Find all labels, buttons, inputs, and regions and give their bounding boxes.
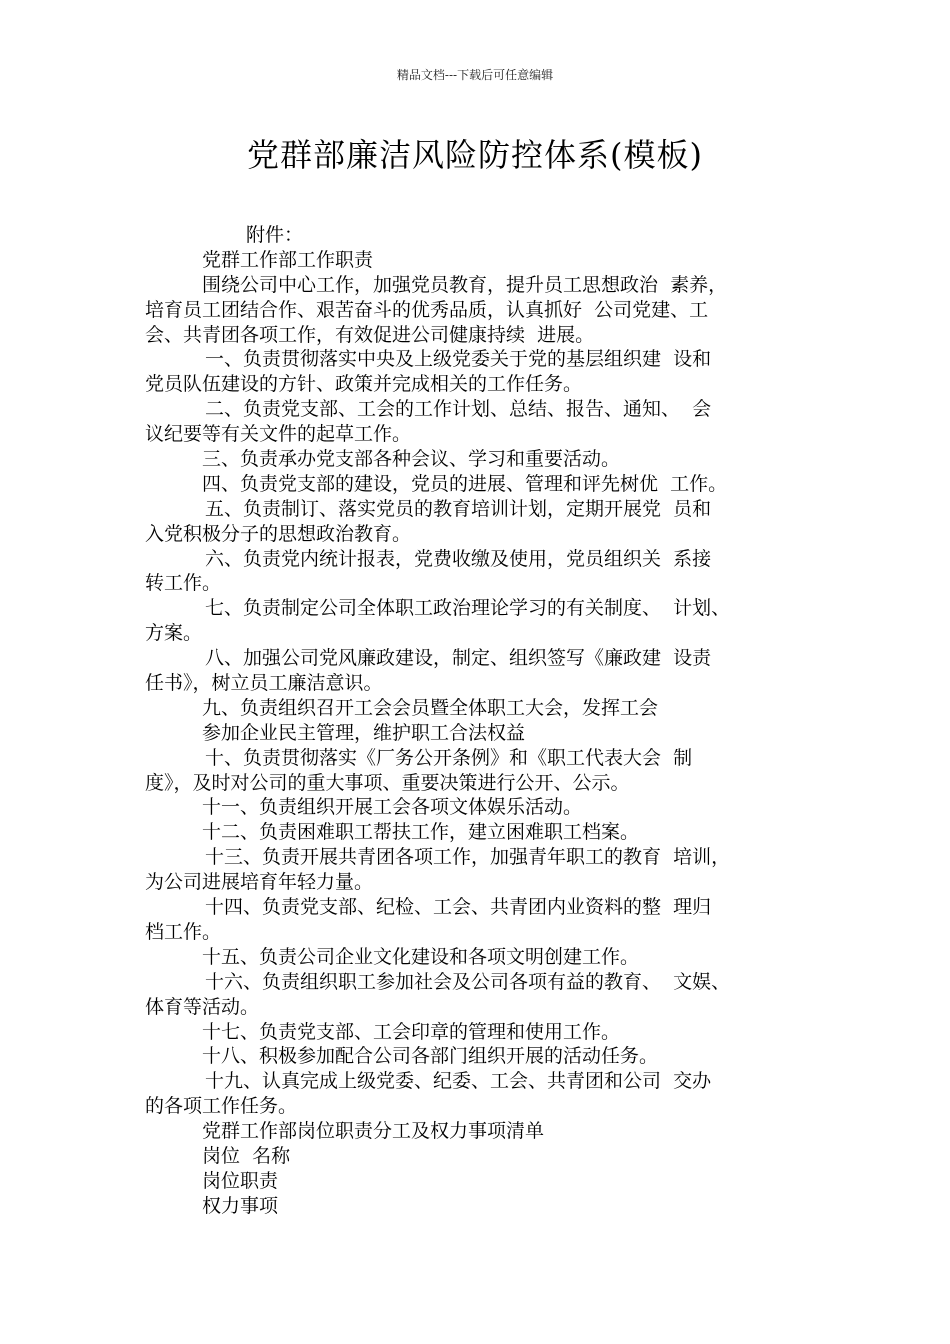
text-line: 十七、负责党支部、工会印章的管理和使用工作。 bbox=[202, 1020, 621, 1043]
text-line: 权力事项 bbox=[202, 1194, 279, 1217]
text-line: 党员队伍建设的方针、政策并完成相关的工作任务。 bbox=[145, 373, 583, 396]
text-line: 议纪要等有关文件的起草工作。 bbox=[145, 423, 412, 446]
text-line: 一、负责贯彻落实中央及上级党委关于党的基层组织建 设和 bbox=[205, 348, 712, 371]
text-line: 岗位职责 bbox=[202, 1169, 279, 1192]
text-line: 会、共青团各项工作，有效促进公司健康持续 进展。 bbox=[145, 323, 595, 346]
text-line: 十八、积极参加配合公司各部门组织开展的活动任务。 bbox=[202, 1045, 659, 1068]
text-line: 党群工作部岗位职责分工及权力事项清单 bbox=[202, 1120, 545, 1143]
text-line: 附件： bbox=[246, 224, 304, 246]
text-line: 十、负责贯彻落实《厂务公开条例》和《职工代表大会 制 bbox=[205, 746, 693, 769]
text-line: 八、加强公司党风廉政建设，制定、组织签写《廉政建 设责 bbox=[205, 647, 712, 670]
text-line: 十一、负责组织开展工会各项文体娱乐活动。 bbox=[202, 796, 583, 819]
text-line: 度》，及时对公司的重大事项、重要决策进行公开、公示。 bbox=[145, 771, 630, 794]
text-line: 十九、认真完成上级党委、纪委、工会、共青团和公司 交办 bbox=[205, 1070, 712, 1093]
text-line: 四、负责党支部的建设，党员的进展、管理和评先树优 工作。 bbox=[202, 472, 728, 495]
text-line: 六、负责党内统计报表，党费收缴及使用，党员组织关 系接 bbox=[205, 547, 712, 570]
text-line: 岗位 名称 bbox=[202, 1144, 291, 1167]
text-line: 培育员工团结合作、艰苦奋斗的优秀品质，认真抓好 公司党建、工 bbox=[145, 298, 709, 321]
text-line: 十二、负责困难职工帮扶工作，建立困难职工档案。 bbox=[202, 821, 640, 844]
text-line: 党群工作部工作职责 bbox=[202, 248, 374, 271]
text-line: 七、负责制定公司全体职工政治理论学习的有关制度、 计划、 bbox=[205, 597, 731, 620]
text-line: 九、负责组织召开工会会员暨全体职工大会，发挥工会 bbox=[202, 696, 659, 719]
header-note: 精品文档---下载后可任意编辑 bbox=[396, 68, 554, 82]
document-title: 党群部廉洁风险防控体系(模板) bbox=[247, 136, 703, 174]
text-line: 二、负责党支部、工会的工作计划、总结、报告、通知、 会 bbox=[205, 398, 712, 421]
text-line: 转工作。 bbox=[145, 572, 222, 595]
text-line: 方案。 bbox=[145, 622, 203, 645]
text-line: 任书》，树立员工廉洁意识。 bbox=[145, 672, 383, 695]
text-line: 参加企业民主管理，维护职工合法权益 bbox=[202, 721, 526, 744]
text-line: 十四、负责党支部、纪检、工会、共青团内业资料的整 理归 bbox=[205, 896, 712, 919]
text-line: 体育等活动。 bbox=[145, 995, 260, 1018]
text-line: 十三、负责开展共青团各项工作，加强青年职工的教育 培训， bbox=[205, 846, 731, 869]
text-line: 五、负责制订、落实党员的教育培训计划，定期开展党 员和 bbox=[205, 497, 712, 520]
text-line: 档工作。 bbox=[145, 920, 222, 943]
text-line: 十五、负责公司企业文化建设和各项文明创建工作。 bbox=[202, 945, 640, 968]
text-line: 为公司进展培育年轻力量。 bbox=[145, 871, 374, 894]
text-line: 的各项工作任务。 bbox=[145, 1095, 298, 1118]
text-line: 十六、负责组织职工参加社会及公司各项有益的教育、 文娱、 bbox=[205, 970, 731, 993]
text-line: 围绕公司中心工作，加强党员教育，提升员工思想政治 素养， bbox=[202, 273, 728, 296]
text-line: 入党积极分子的思想政治教育。 bbox=[145, 522, 412, 545]
document-body bbox=[145, 223, 825, 1219]
text-line: 三、负责承办党支部各种会议、学习和重要活动。 bbox=[202, 448, 621, 471]
